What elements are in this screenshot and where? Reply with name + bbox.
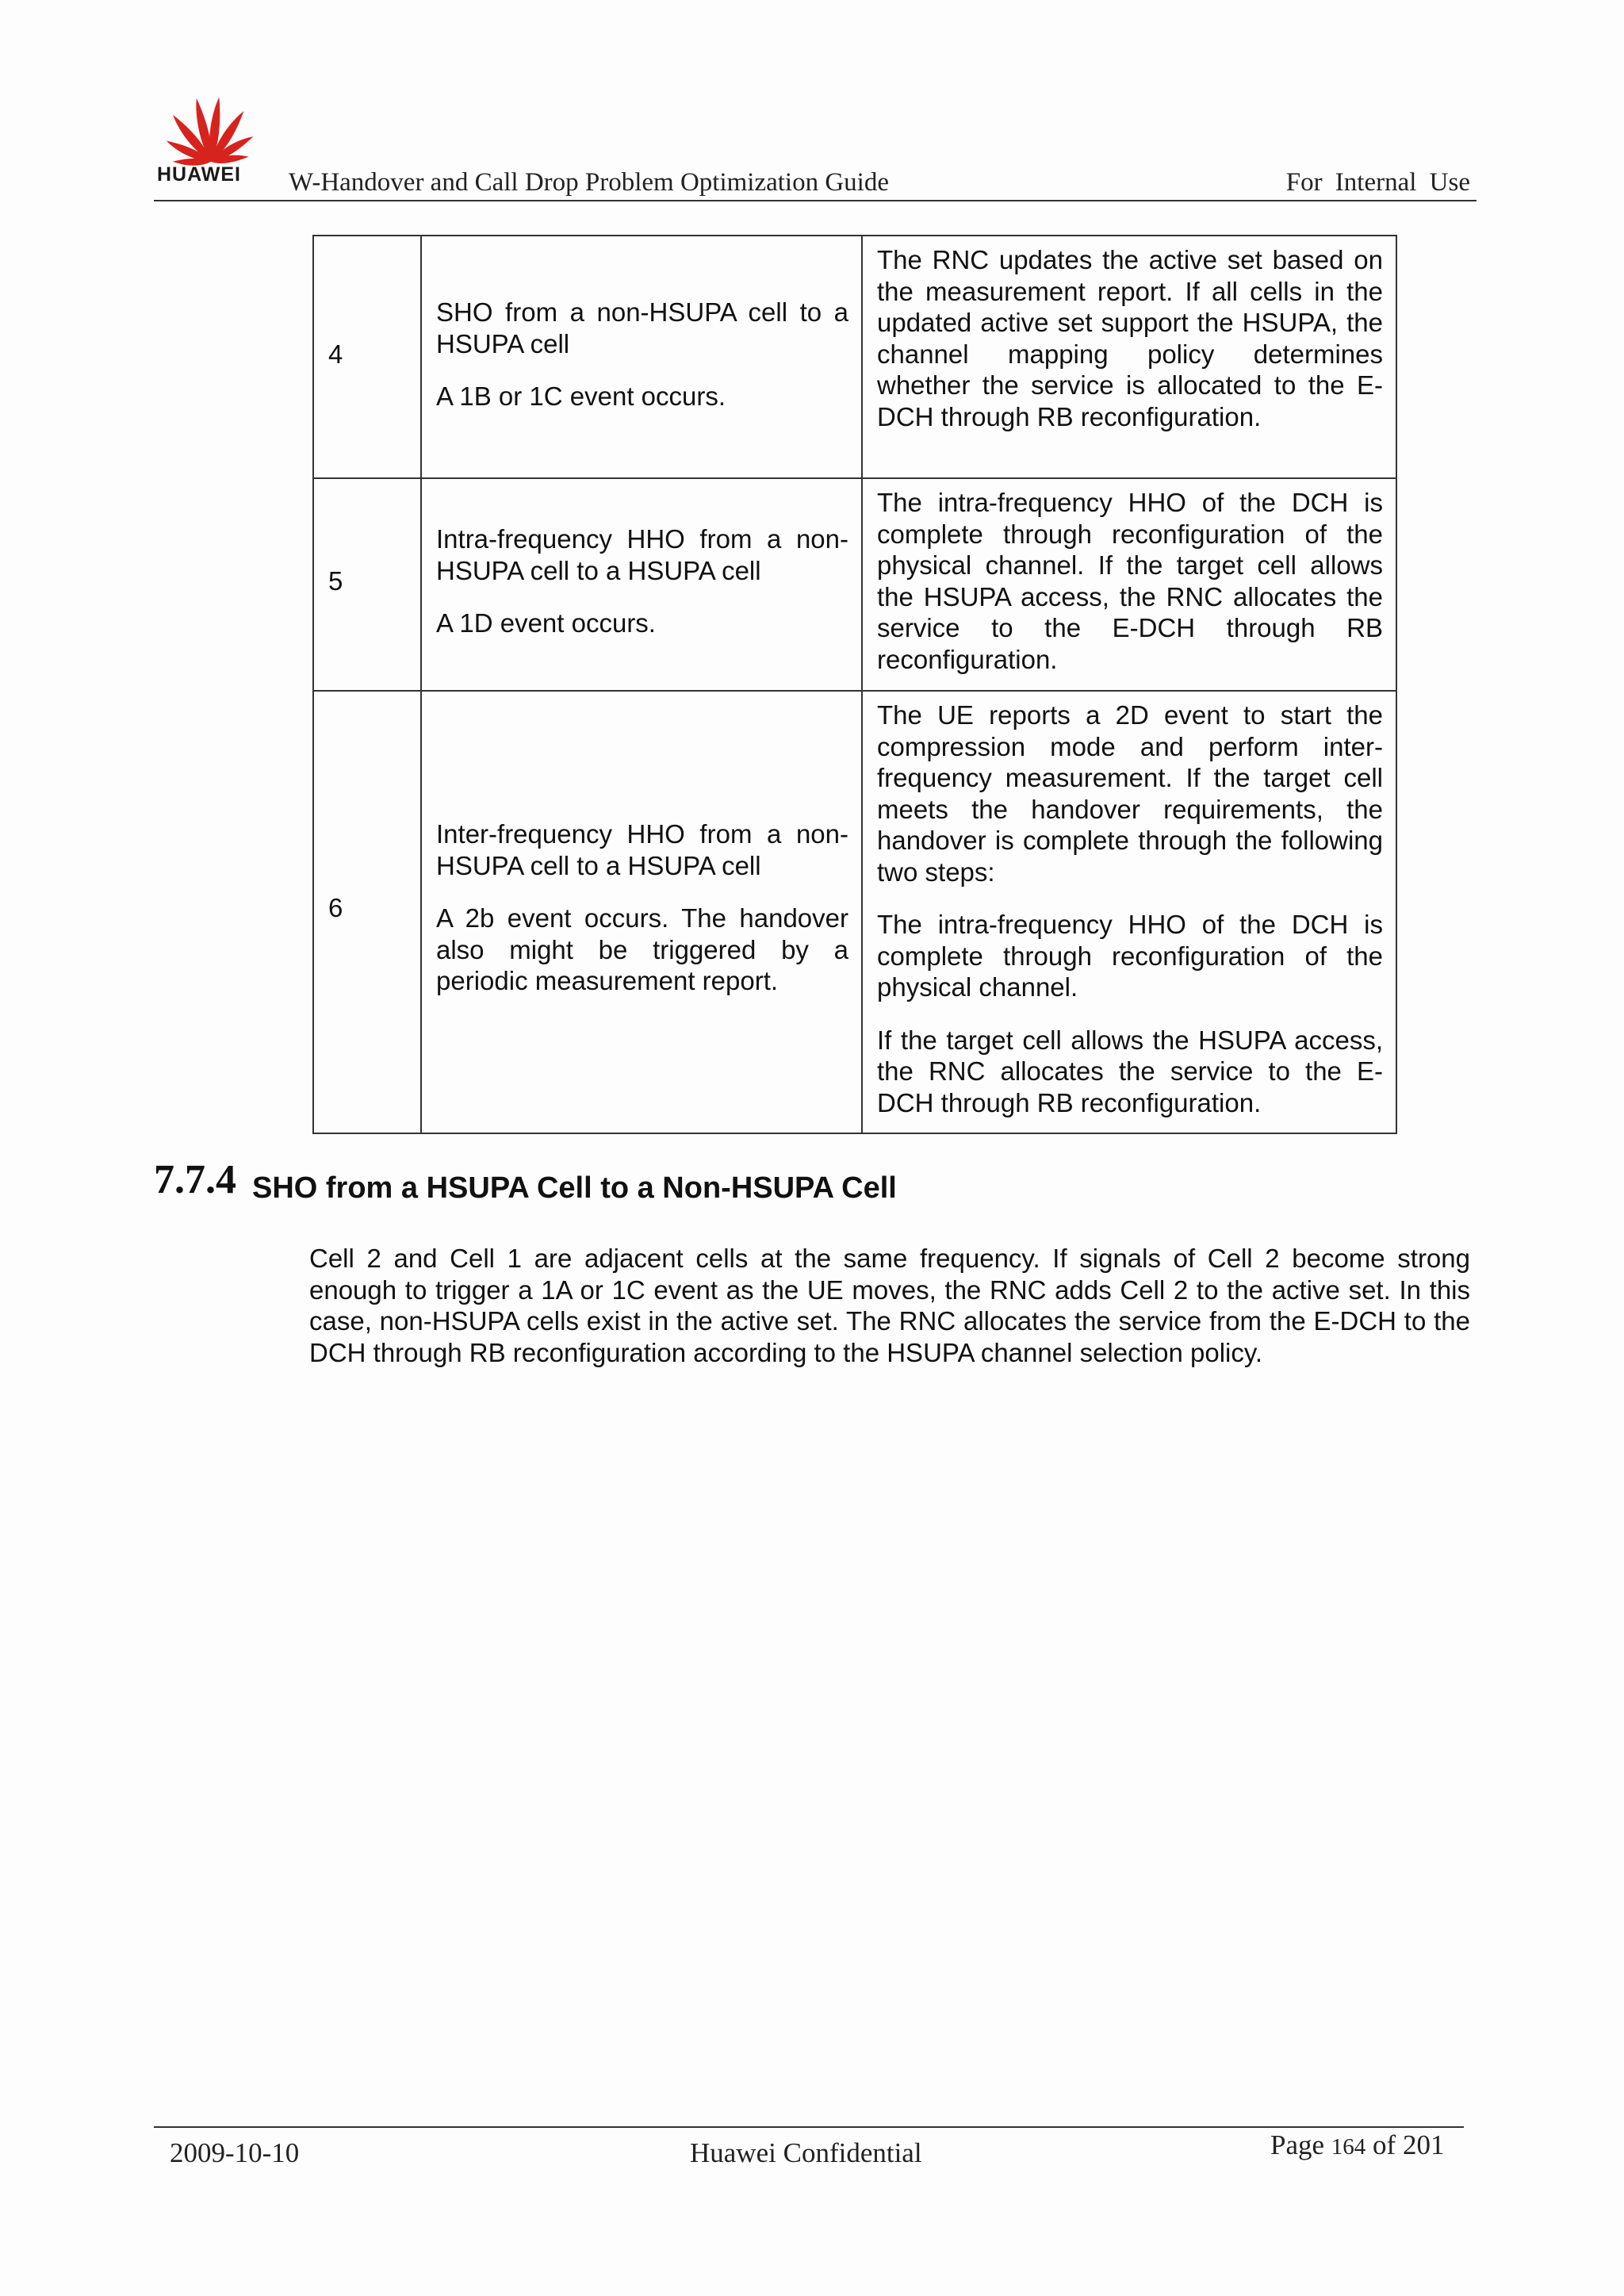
- row-number: 5: [328, 566, 343, 596]
- description-cell: [863, 236, 1396, 477]
- section-number: 7.7.4: [154, 1157, 236, 1202]
- row-number-cell: [314, 692, 422, 1133]
- logo-wordmark: HUAWEI: [157, 163, 241, 186]
- description-text: The intra-frequency HHO of the DCH is complete through reconfiguration of the physical channel.: [877, 910, 1383, 1002]
- footer-divider: [154, 2126, 1464, 2128]
- page-of-word: of: [1373, 2129, 1396, 2160]
- description-text: The RNC updates the active set based on the measurement report. If all cells in the updated active set support the HSUPA, the channel mapping policy determines whether the service is allocated to the E-DCH through RB reconfiguration.: [877, 245, 1383, 431]
- table-row: [314, 479, 1396, 692]
- handover-scenario-table: [312, 235, 1397, 1134]
- event-text: A 1B or 1C event occurs.: [436, 381, 726, 411]
- document-title: W-Handover and Call Drop Problem Optimization Guide: [289, 168, 890, 197]
- description-text: If the target cell allows the HSUPA access, the RNC allocates the service to the E-DCH through RB reconfiguration.: [877, 1025, 1383, 1117]
- event-text: A 1D event occurs.: [436, 608, 656, 638]
- description-cell: [863, 479, 1396, 690]
- page-total: 201: [1402, 2129, 1445, 2160]
- row-number-cell: [314, 236, 422, 477]
- page-word: Page: [1270, 2129, 1325, 2160]
- scenario-text: SHO from a non-HSUPA cell to a HSUPA cell: [436, 297, 848, 358]
- footer-date: 2009-10-10: [170, 2137, 300, 2168]
- scenario-text: Inter-frequency HHO from a non-HSUPA cell to a HSUPA cell: [436, 819, 848, 880]
- scenario-cell: [422, 692, 863, 1133]
- classification-label: For Internal Use: [1285, 168, 1470, 197]
- event-text: A 2b event occurs. The handover also might be triggered by a periodic measurement report.: [436, 903, 848, 995]
- footer-confidential: Huawei Confidential: [690, 2137, 922, 2168]
- row-number: 4: [328, 339, 343, 369]
- section-body-paragraph: Cell 2 and Cell 1 are adjacent cells at the same frequency. If signals of Cell 2 become strong enough to trigger a 1A or 1C event as the UE moves, the RNC adds Cell 2 to the active set. In this case, non-HSUPA cells exist in the active set. The RNC allocates the service from the E-DCH to the DCH through RB reconfiguration according to the HSUPA channel selection policy.: [309, 1244, 1470, 1367]
- scenario-cell: [422, 236, 863, 477]
- page-current: 164: [1331, 2134, 1366, 2160]
- description-cell: [863, 692, 1396, 1133]
- scenario-cell: [422, 479, 863, 690]
- table-row: [314, 236, 1396, 479]
- row-number: 6: [328, 893, 343, 922]
- header-divider: [154, 200, 1477, 201]
- description-text: The UE reports a 2D event to start the compression mode and perform inter-frequency measurement. If the target cell meets the handover requirements, the handover is complete through the following two steps:: [877, 700, 1383, 887]
- section-title: SHO from a HSUPA Cell to a Non-HSUPA Cell: [252, 1171, 897, 1205]
- table-row: [314, 692, 1396, 1133]
- scenario-text: Intra-frequency HHO from a non-HSUPA cell to a HSUPA cell: [436, 524, 848, 585]
- row-number-cell: [314, 479, 422, 690]
- description-text: The intra-frequency HHO of the DCH is complete through reconfiguration of the physical channel. If the target cell allows the HSUPA access, the RNC allocates the service to the E-DCH through RB reconfiguration.: [877, 488, 1383, 674]
- page-indicator: [1270, 2129, 1444, 2161]
